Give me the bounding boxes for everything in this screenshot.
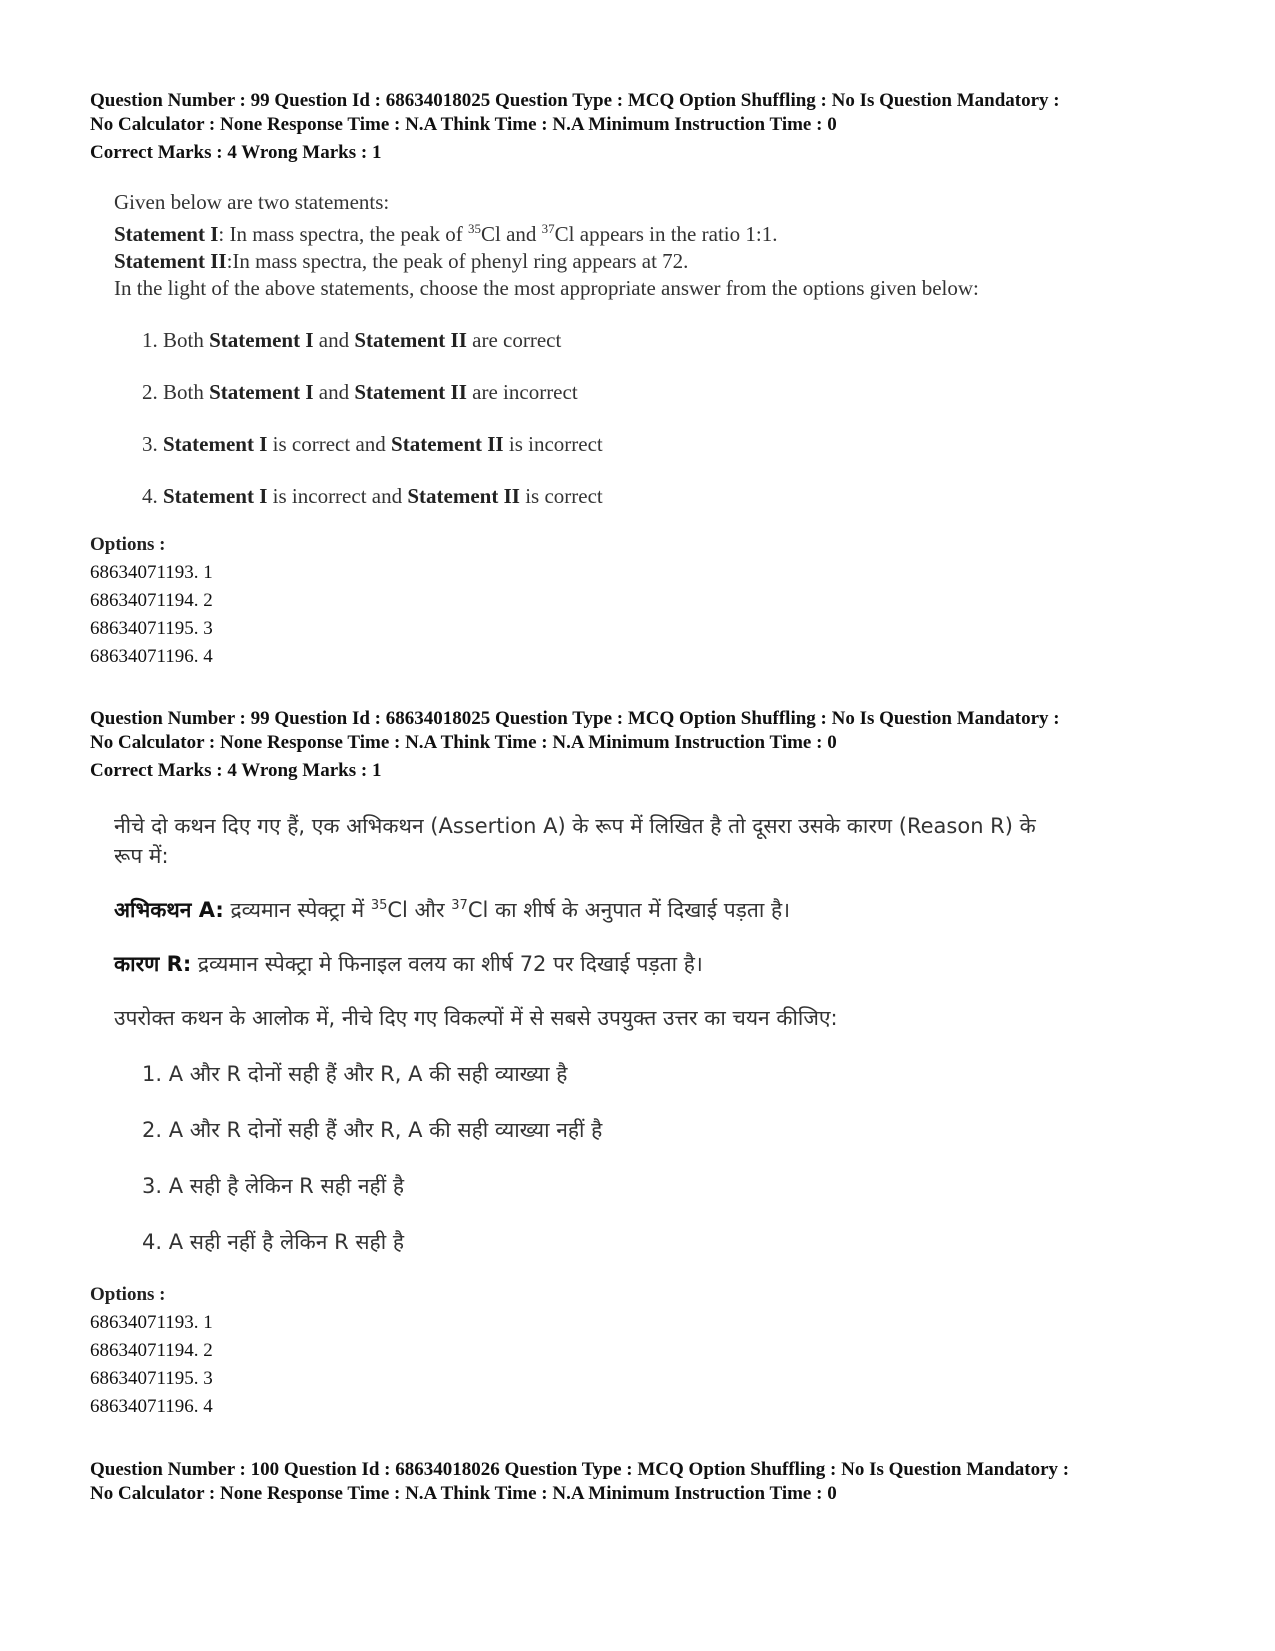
answer-choice: 3. A सही है लेकिन R सही नहीं है (142, 1174, 404, 1198)
marks-line: Correct Marks : 4 Wrong Marks : 1 (90, 760, 382, 781)
answer-choice: 1. A और R दोनों सही हैं और R, A की सही व्याख्या है (142, 1062, 568, 1086)
answer-choice: 4. A सही नहीं है लेकिन R सही है (142, 1230, 404, 1254)
options-label: Options : (90, 534, 166, 555)
answer-choice: 2. Both Statement I and Statement II are incorrect (142, 380, 578, 404)
question-meta-line: Question Number : 100 Question Id : 68634018026 Question Type : MCQ Option Shuffling : No Is Question Mandatory : (90, 1459, 1070, 1480)
question-meta-line: No Calculator : None Response Time : N.A Think Time : N.A Minimum Instruction Time : 0 (90, 1483, 837, 1504)
option-item: 68634071194. 2 (90, 1340, 213, 1361)
reason: कारण R: द्रव्यमान स्पेक्ट्रा मे फिनाइल वलय का शीर्ष 72 पर दिखाई पड़ता है। (114, 952, 703, 976)
answer-choice: 4. Statement I is incorrect and Statement II is correct (142, 484, 603, 508)
options-list (90, 1281, 213, 1421)
question-meta-line: Question Number : 99 Question Id : 68634018025 Question Type : MCQ Option Shuffling : No Is Question Mandatory : (90, 708, 1060, 729)
option-item: 68634071193. 1 (90, 1312, 213, 1333)
reason-label: कारण R: (114, 952, 192, 976)
statement-1: Statement I: In mass spectra, the peak of $^{35}$Cl and $^{37}$Cl appears in the ratio 1:1. (114, 221, 778, 246)
question-meta-header (90, 707, 1060, 783)
assertion-label: अभिकथन A: (114, 898, 224, 922)
question-meta-line: No Calculator : None Response Time : N.A Think Time : N.A Minimum Instruction Time : 0 (90, 732, 837, 753)
statement-1-label: Statement I (114, 222, 219, 246)
question-meta-line: No Calculator : None Response Time : N.A Think Time : N.A Minimum Instruction Time : 0 (90, 114, 837, 135)
option-item: 68634071194. 2 (90, 590, 213, 611)
statement-2: Statement II:In mass spectra, the peak of phenyl ring appears at 72. (114, 249, 689, 273)
marks-line: Correct Marks : 4 Wrong Marks : 1 (90, 142, 382, 163)
question-instruction: In the light of the above statements, choose the most appropriate answer from the options given below: (114, 276, 979, 300)
question-meta-line: Question Number : 99 Question Id : 68634018025 Question Type : MCQ Option Shuffling : No Is Question Mandatory : (90, 90, 1060, 111)
assertion: अभिकथन A: द्रव्यमान स्पेक्ट्रा में $^{35}$Cl और $^{37}$Cl का शीर्ष के अनुपात में दिखाई पड़ता है। (114, 898, 791, 922)
option-item: 68634071196. 4 (90, 646, 213, 667)
answer-choice: 2. A और R दोनों सही हैं और R, A की सही व्याख्या नहीं है (142, 1118, 603, 1142)
question-instruction: उपरोक्त कथन के आलोक में, नीचे दिए गए विकल्पों में से सबसे उपयुक्त उत्तर का चयन कीजिए: (114, 1006, 838, 1030)
answer-choice: 3. Statement I is correct and Statement II is incorrect (142, 432, 603, 456)
question-intro: Given below are two statements: (114, 190, 390, 214)
options-label: Options : (90, 1284, 166, 1305)
option-item: 68634071196. 4 (90, 1396, 213, 1417)
question-intro-continued: रूप में: (114, 844, 169, 868)
question-meta-header (90, 1458, 1069, 1506)
statement-2-label: Statement II (114, 249, 227, 273)
question-meta-header (90, 89, 1060, 165)
question-intro: नीचे दो कथन दिए गए हैं, एक अभिकथन (Assertion A) के रूप में लिखित है तो दूसरा उसके कारण (Reason R) के (114, 814, 1036, 838)
option-item: 68634071193. 1 (90, 562, 213, 583)
option-item: 68634071195. 3 (90, 1368, 213, 1389)
option-item: 68634071195. 3 (90, 618, 213, 639)
options-list (90, 531, 213, 671)
answer-choice: 1. Both Statement I and Statement II are correct (142, 328, 562, 352)
